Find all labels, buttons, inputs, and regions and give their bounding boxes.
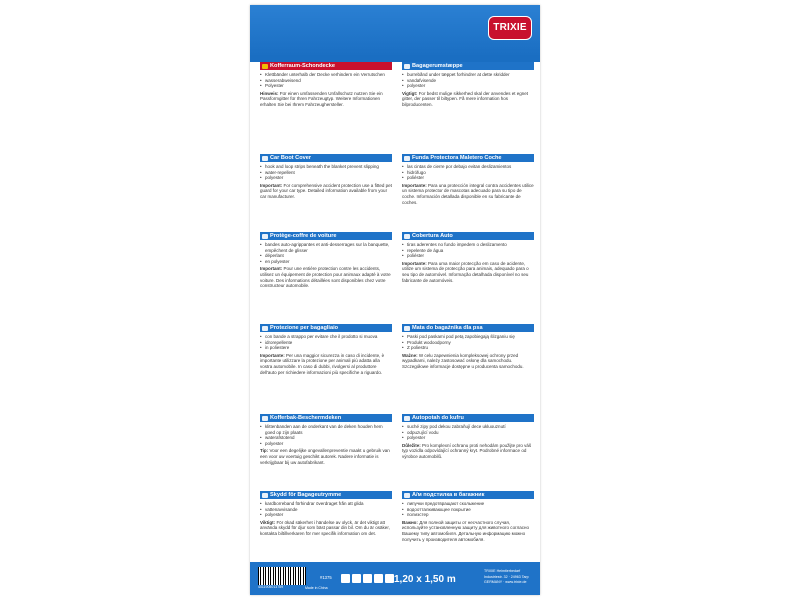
feature-item: • Paski pod paskami pod petą zapobiegają ślizganiu się (402, 334, 534, 340)
section-header (260, 154, 392, 162)
language-section (260, 154, 392, 200)
feature-item: • repelente de água (402, 248, 534, 254)
section-header (402, 154, 534, 162)
note-label: Importante: (402, 260, 427, 266)
safety-note (260, 91, 392, 108)
section-title: Mata do bagażnika dla psa (412, 325, 483, 331)
note-label: Importante: (260, 352, 285, 358)
language-section (260, 232, 392, 289)
note-text: For bedst mulige sikkerhed skal der anvendes et egnet gitter, der passer til biltypen. Få mere information hos bilproducenten. (402, 90, 528, 107)
note-label: Vigtigt: (402, 90, 418, 96)
feature-item: • polyester (260, 512, 392, 518)
feature-item: • water-repellent (260, 170, 392, 176)
feature-item: • déperlant (260, 253, 392, 259)
footer-band (250, 562, 540, 595)
feature-item: • tiras aderentes no fundo impedem o deslizamento (402, 242, 534, 248)
note-text: Для полной защиты от несчастного случая, используйте установленную защиту для животного согласно Вашему типу автомобиля. Детальную информацию можно получить у производителя автомобиля. (402, 519, 529, 542)
feature-item: • kardborreband förhindrar överdraget från att glida (260, 501, 392, 507)
flag-icon (404, 416, 410, 421)
language-section (260, 62, 392, 108)
wash-icon (341, 574, 350, 583)
safety-note (402, 91, 534, 108)
feature-list (260, 424, 392, 446)
feature-item: • poliéster (402, 175, 534, 181)
feature-list (260, 242, 392, 264)
flag-icon (262, 64, 268, 69)
feature-item: • hook and loop strips beneath the blanket prevent slipping (260, 164, 392, 170)
section-title: Cobertura Auto (412, 233, 453, 239)
no-tumble-dry-icon (363, 574, 372, 583)
feature-item: • burrebånd under tæppet forhindrer at dette skridder (402, 72, 534, 78)
no-bleach-icon (352, 574, 361, 583)
section-title: Funda Protectora Maletero Coche (412, 155, 502, 161)
flag-icon (404, 493, 410, 498)
feature-item: • in poliestere (260, 345, 392, 351)
section-title: А/м подстилка в багажник (412, 492, 485, 498)
safety-note (260, 183, 392, 200)
safety-note (260, 266, 392, 288)
note-text: Pour une entière protection contre les accidents, utilisez un équipement de protection pour animaux adapté à votre voiture. Des informations détaillées sont disponibles chez votre constructeur automobile. (260, 266, 391, 289)
flag-icon (262, 234, 268, 239)
section-header (260, 232, 392, 240)
feature-list (402, 72, 534, 89)
section-header (402, 62, 534, 70)
note-text: Para uma maior protecção em caso de acidente, utilize um sistema de protecção para animais, adequado para o seu tipo de automóvel. Informação detalhada disponível no seu fabricante de automóveis. (402, 260, 529, 283)
feature-item: • vandafvisende (402, 78, 534, 84)
manufacturer-address (484, 569, 529, 586)
feature-item: • polyester (402, 435, 534, 441)
note-text: För ökad säkerhet i händelse av olyck, är det viktigt att använda skydd för djur som bäst passar din bil. Om du är osäker, kontakta biltillverkaren för mer specifik information om det. (260, 519, 390, 536)
note-text: W celu zapewnienia kompleksowej ochrony przed wypadkami, należy zastosować osłonę dla samochodu. Szczegółowe informacje dostępne u producenta samochodu. (402, 352, 524, 369)
flag-icon (262, 326, 268, 331)
section-header (260, 491, 392, 499)
feature-item: • polyester (260, 441, 392, 447)
safety-note (402, 261, 534, 283)
feature-list (260, 501, 392, 518)
language-section (260, 491, 392, 537)
flag-icon (262, 416, 268, 421)
safety-note (402, 183, 534, 205)
feature-item: • Z poliestru (402, 345, 534, 351)
section-title: Car Boot Cover (270, 155, 312, 161)
feature-item: • polyester (260, 175, 392, 181)
section-header (402, 414, 534, 422)
no-dry-clean-icon (385, 574, 394, 583)
note-label: Importante: (402, 182, 427, 188)
barcode (258, 567, 306, 585)
section-title: Kofferraum-Schondecke (270, 63, 335, 69)
feature-list (402, 501, 534, 518)
section-title: Skydd för Bagageutrymme (270, 492, 342, 498)
feature-list (260, 164, 392, 181)
feature-list (402, 334, 534, 351)
flag-icon (404, 234, 410, 239)
flag-icon (404, 326, 410, 331)
note-text: Pro komplexní ochranu proti nehodám použijte pro váš typ vozidla odpovídající ochranný kryt. Podrobné informace od výrobce automobilů. (402, 442, 532, 459)
note-label: Hinweis: (260, 90, 279, 96)
feature-item: • полиэстер (402, 512, 534, 518)
section-title: Bagagerumstæppe (412, 63, 463, 69)
feature-item: • Polyester (260, 83, 392, 89)
section-title: Protège-coffre de voiture (270, 233, 337, 239)
language-section (402, 414, 534, 460)
feature-item: • poliéster (402, 253, 534, 259)
note-label: Tip: (260, 448, 269, 454)
made-in: Made in China (305, 586, 328, 590)
note-text: Para una protección integral contra accidentes utilice un sistema protector de mascotas adecuado para su tipo de coche. Información detallada disponible en su fabricante de coches. (402, 182, 534, 205)
note-label: Viktigt: (260, 519, 276, 525)
feature-item: • Klettbänder unterhalb der Decke verhindern ein Verrutschen (260, 72, 392, 78)
feature-item: • en polyester (260, 259, 392, 265)
flag-icon (262, 156, 268, 161)
section-header (260, 62, 392, 70)
flag-icon (262, 493, 268, 498)
feature-item: • липучки предотвращают скольжение (402, 501, 534, 507)
address-line: GERMANY · www.trixie.de (484, 580, 527, 584)
section-header (402, 491, 534, 499)
note-text: Für einen umfassenden Unfallschutz nutzen Sie ein Passformgitter für Ihren Fahrzeugtyp. Weitere Informationen erhalten Sie bei Ihrem Fahrzeughersteller. (260, 90, 383, 107)
safety-note (260, 520, 392, 537)
feature-item: • Produkt wodoodporny (402, 340, 534, 346)
section-header (260, 324, 392, 332)
note-label: Ważne: (402, 352, 418, 358)
trixie-logo: TRIXIE (488, 16, 532, 40)
flag-icon (404, 156, 410, 161)
language-section (402, 324, 534, 370)
feature-list (260, 334, 392, 351)
language-section (260, 324, 392, 375)
note-label: Important: (260, 182, 283, 188)
note-label: Important: (260, 266, 283, 272)
feature-item: • con bande a strappo per evitare che il prodotto si muova (260, 334, 392, 340)
note-label: Важно: (402, 519, 418, 525)
safety-note (402, 520, 534, 542)
barcode-number: 4011905013759 (258, 585, 284, 589)
feature-item: • idrorepellente (260, 340, 392, 346)
feature-item: • hidrófugo (402, 170, 534, 176)
section-title: Protezione per bagagliaio (270, 325, 339, 331)
address-line: Industriestr. 32 · 24963 Tarp (484, 574, 529, 579)
note-text: Per una maggior sicurezza in caso di incidente, è importante utilizzare la protezione per animali più adatta alla vostra automobile. In caso di dubbi, rivolgersi al produttore dell'auto per richiedere informazioni più specifiche a riguardo. (260, 352, 385, 375)
safety-note (260, 353, 392, 375)
header-band (250, 5, 540, 57)
flag-icon (404, 64, 410, 69)
feature-item: • klittenbanden aan de onderkant van de deken houden hem goed op zijn plaats (260, 424, 392, 435)
section-header (402, 232, 534, 240)
feature-list (402, 164, 534, 181)
feature-item: • водоотталкивающее покрытие (402, 507, 534, 513)
address-line: TRIXIE Heimtierbedarf (484, 569, 521, 573)
article-number: #1375 (320, 575, 332, 580)
section-title: Kofferbak-Beschermdeken (270, 415, 342, 421)
product-label (250, 5, 540, 595)
note-label: Důležite: (402, 442, 421, 448)
no-iron-icon (374, 574, 383, 583)
care-icons (341, 574, 394, 583)
safety-note (402, 353, 534, 370)
feature-item: • odpuzující vodu (402, 430, 534, 436)
language-section (402, 491, 534, 542)
language-section (402, 154, 534, 205)
feature-item: • suché zipy pod dekou zabraňují dece ukluouznutí (402, 424, 534, 430)
language-section (402, 232, 534, 283)
section-header (402, 324, 534, 332)
feature-item: • vattenavvisande (260, 507, 392, 513)
section-title: Autopotah do kufru (412, 415, 464, 421)
language-section (260, 414, 392, 465)
feature-item: • polyester (402, 83, 534, 89)
feature-item: • waterafstotend (260, 435, 392, 441)
section-header (260, 414, 392, 422)
feature-list (402, 242, 534, 259)
note-text: For comprehensive accident protection use a fitted pet guard for your car type. Detailed information available from your car manufacturer. (260, 182, 392, 199)
feature-item: • wasserabweisend (260, 78, 392, 84)
language-columns (260, 62, 536, 567)
feature-item: • las cintas de cierre por debajo evitan deslizamientos (402, 164, 534, 170)
feature-item: • bandes auto-agrippantes et anti-desserrages sur la banquette, empêchent de glisser (260, 242, 392, 253)
safety-note (260, 448, 392, 465)
feature-list (260, 72, 392, 89)
safety-note (402, 443, 534, 460)
note-text: Voor een degelijke ongevallenpreventie maakt u gebruik van een voor uw voertuig geschikt autorek. Nadere informatie is verkrijgbaar bij uw autofabrikant. (260, 448, 390, 465)
feature-list (402, 424, 534, 441)
product-size: 1,20 x 1,50 m (394, 574, 456, 585)
language-section (402, 62, 534, 108)
